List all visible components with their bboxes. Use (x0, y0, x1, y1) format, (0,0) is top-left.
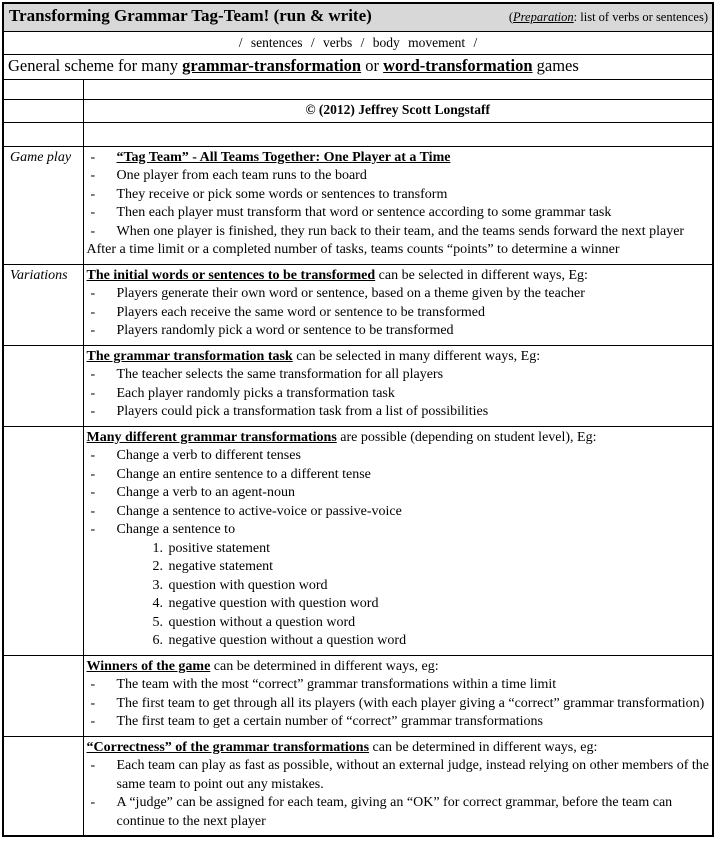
bullet-dash: - (90, 186, 96, 202)
heading-rest: can be selected in many different ways, Eg: (292, 348, 541, 364)
section-heading (87, 267, 710, 286)
section-label (3, 345, 83, 426)
table-row (3, 3, 713, 31)
bullet-text: One player from each team runs to the board (116, 168, 367, 183)
table-row-variation-transformations (3, 426, 713, 655)
bullet-dash: - (90, 367, 96, 382)
list-item (87, 285, 710, 304)
bullet-dash: - (90, 404, 96, 419)
list-item (87, 695, 710, 714)
empty-cell (3, 122, 83, 146)
table-row-correctness (3, 736, 713, 836)
preparation-note (509, 8, 708, 27)
bullet-dash: - (90, 304, 96, 320)
list-item (87, 676, 710, 695)
scheme-term-grammar: grammar-transformation (182, 56, 362, 75)
bullet-dash: - (90, 677, 96, 692)
scheme-part2: or (361, 56, 384, 75)
table-row-variation-initial-words (3, 264, 713, 345)
table-row (3, 79, 713, 99)
list-item (87, 757, 710, 794)
bullet-text: Change a verb to an agent-noun (116, 485, 295, 500)
bullet-dash: - (90, 466, 96, 482)
bullet-text: When one player is finished, they run back to their team, and the teams sends forward the next player (116, 223, 685, 239)
variation-transformations-content (83, 426, 713, 655)
preparation-open: ( (508, 10, 513, 24)
variation-task-content (83, 345, 713, 426)
table-row (3, 31, 713, 55)
section-label (3, 426, 83, 655)
list-item (87, 149, 710, 168)
table-row (3, 99, 713, 122)
list-item (87, 223, 710, 242)
bullet-text: Each player randomly picks a transformation task (116, 385, 395, 401)
bullet-dash: - (90, 385, 96, 401)
section-heading (87, 429, 710, 448)
list-item: 3. question with question word (167, 577, 710, 596)
list-item (87, 794, 710, 831)
scheme-cell (3, 55, 713, 80)
table-row-variation-task (3, 345, 713, 426)
game-play-summary: After a time limit or a completed number of tasks, teams counts “points” to determine a winner (86, 242, 620, 257)
bullet-text: Change a verb to different tenses (116, 448, 301, 463)
list-item (87, 322, 710, 341)
list-item (87, 713, 710, 732)
scheme-part1: General scheme for many (8, 56, 183, 75)
bullet-dash: - (90, 323, 96, 338)
heading-rest: can be selected in different ways, Eg: (375, 267, 588, 283)
bullet-dash: - (90, 286, 96, 301)
empty-cell (3, 99, 83, 122)
bullet-dash: - (90, 522, 96, 537)
bullet-text: The team with the most “correct” grammar transformations within a time limit (116, 677, 557, 692)
table-row-winners (3, 655, 713, 736)
list-item (87, 366, 710, 385)
keywords-cell (3, 31, 713, 55)
section-label (3, 736, 83, 836)
bullet-dash: - (90, 485, 96, 500)
heading-strong: The grammar transformation task (86, 348, 293, 364)
bullet-text: Players randomly pick a word or sentence to be transformed (116, 323, 454, 338)
heading-strong: Winners of the game (86, 658, 211, 674)
list-item (87, 466, 710, 485)
bullet-dash: - (90, 695, 96, 711)
list-item: 1. positive statement (167, 540, 710, 559)
scheme-term-word: word-transformation (383, 56, 533, 75)
page-title: Transforming Grammar Tag-Team! (run & write) (9, 6, 372, 25)
bullet-text: A “judge” can be assigned for each team, giving an “OK” for correct grammar, before the team can continue to the next player (116, 795, 673, 829)
heading-strong: “Correctness” of the grammar transformations (86, 739, 370, 755)
bullet-text: Each team can play as fast as possible, without an external judge, instead relying on other members of the same team to point out any mistakes. (116, 758, 709, 792)
list-item (87, 447, 710, 466)
section-heading (87, 348, 710, 367)
section-heading (87, 658, 710, 677)
bullet-dash: - (90, 714, 96, 729)
bullet-text: Change a sentence to active-voice or passive-voice (116, 503, 402, 519)
bullet-text: Change an entire sentence to a different tense (116, 466, 371, 482)
bullet-dash: - (90, 758, 96, 773)
bullet-text: Players could pick a transformation task from a list of possibilities (116, 404, 489, 419)
bullet-text: The teacher selects the same transformation for all players (116, 367, 444, 382)
bullet-text: Then each player must transform that word or sentence according to some grammar task (116, 205, 612, 220)
copyright-line: © (2012) Jeffrey Scott Longstaff (83, 99, 713, 122)
bullet-dash: - (90, 149, 96, 165)
table-row (3, 122, 713, 146)
title-cell (3, 3, 713, 31)
variation-initial-words-content (83, 264, 713, 345)
list-item: 2. negative statement (167, 558, 710, 577)
heading-rest: can be determined in different ways, eg: (210, 658, 439, 674)
bullet-dash: - (90, 795, 96, 810)
list-item: 4. negative question with question word (167, 595, 710, 614)
bullet-text: Players each receive the same word or sentence to be transformed (116, 304, 486, 320)
list-item (87, 484, 710, 503)
empty-cell (83, 122, 713, 146)
section-label: Variations (3, 264, 83, 345)
heading-rest: are possible (depending on student level), Eg: (336, 429, 597, 445)
sentence-type-list (135, 540, 710, 651)
document-table (2, 2, 714, 837)
bullet-dash: - (90, 205, 96, 220)
bullet-dash: - (90, 223, 96, 239)
bullet-text: Change a sentence to (116, 522, 236, 537)
bullet-text: The first team to get through all its players (with each player giving a “correct” grammar transformation) (116, 695, 705, 711)
bullet-text: The first team to get a certain number of “correct” grammar transformations (116, 714, 543, 729)
heading-strong: The initial words or sentences to be transformed (86, 267, 376, 283)
heading-rest: can be determined in different ways, eg: (369, 739, 598, 755)
section-label (3, 655, 83, 736)
list-item (87, 186, 710, 205)
keywords-line: / sentences / verbs / body movement / (238, 34, 478, 50)
bullet-text: Players generate their own word or sentence, based on a theme given by the teacher (116, 286, 585, 301)
bullet-dash: - (90, 168, 96, 183)
list-item (87, 521, 710, 540)
bullet-text: They receive or pick some words or sentences to transform (116, 186, 448, 202)
empty-cell (3, 79, 83, 99)
empty-cell (83, 79, 713, 99)
heading-strong: Many different grammar transformations (86, 429, 337, 445)
bullet-dash: - (90, 503, 96, 519)
section-label: Game play (3, 146, 83, 264)
list-item (87, 403, 710, 422)
table-row (3, 55, 713, 80)
bullet-dash: - (90, 448, 96, 463)
list-item (87, 204, 710, 223)
bullet-text: “Tag Team” - All Teams Together: One Player at a Time (116, 149, 451, 165)
correctness-content (83, 736, 713, 836)
list-item: 6. negative question without a question word (167, 632, 710, 651)
list-item (87, 167, 710, 186)
list-item (87, 385, 710, 404)
game-play-content (83, 146, 713, 264)
winners-content (83, 655, 713, 736)
preparation-rest: : list of verbs or sentences) (573, 10, 708, 24)
scheme-part3: games (532, 56, 579, 75)
table-row-game-play (3, 146, 713, 264)
section-heading (87, 739, 710, 758)
list-item: 5. question without a question word (167, 614, 710, 633)
list-item (87, 304, 710, 323)
preparation-label: Preparation (513, 10, 574, 24)
list-item (87, 503, 710, 522)
